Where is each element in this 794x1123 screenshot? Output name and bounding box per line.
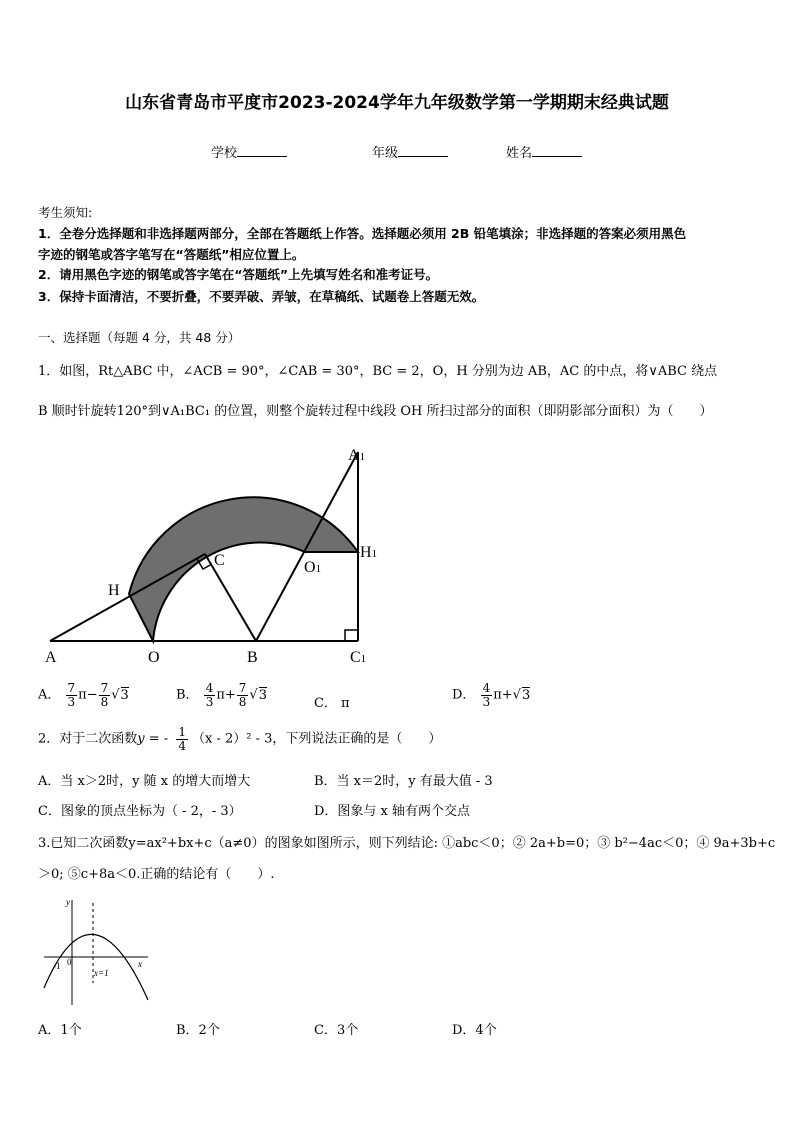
name-label: 姓名 bbox=[506, 146, 533, 161]
q3-stem-line1: 3.已知二次函数y=ax²+bx+c（a≠0）的图象如图所示，则下列结论: ①abc＜0；② 2a+b=0；③ b²−4ac＜0；④ 9a+3b+c bbox=[38, 836, 776, 851]
q1-option-c[interactable]: C． π bbox=[314, 696, 350, 711]
label-H: H bbox=[108, 582, 120, 599]
page-title: 山东省青岛市平度市2023-2024学年九年级数学第一学期期末经典试题 bbox=[125, 93, 669, 113]
q3-parabola-graph bbox=[40, 895, 160, 1010]
graph-y-label: y bbox=[66, 897, 70, 907]
label-H1: H1 bbox=[360, 544, 378, 561]
graph-x-label: x bbox=[138, 959, 142, 969]
q2-stem: 2．对于二次函数y = - $\frac{1}{4}$ （x - 2）² - 3，下列说法正确的是（ ） bbox=[38, 725, 442, 753]
q1-stem-line2: B 顺时针旋转120°到∨A₁BC₁ 的位置，则整个旋转过程中线段 OH 所扫过部分的面积（即阴影部分面积）为（ ） bbox=[38, 404, 713, 419]
q3-option-d[interactable]: D．4个 bbox=[452, 1023, 497, 1038]
q1-option-d[interactable]: D． $\frac{4}{3}$ π+√3 bbox=[452, 681, 531, 709]
school-field[interactable] bbox=[211, 142, 287, 161]
q1-figure bbox=[40, 440, 390, 670]
notice-item: 3．保持卡面清洁，不要折叠，不要弄破、弄皱，在草稿纸、试题卷上答题无效。 bbox=[38, 289, 485, 304]
school-label: 学校 bbox=[211, 146, 238, 161]
q2-option-a[interactable]: A．当 x＞2时，y 随 x 的增大而增大 bbox=[38, 774, 251, 789]
notice-heading: 考生须知: bbox=[38, 205, 93, 220]
q2-option-c[interactable]: C．图象的顶点坐标为（ - 2，- 3） bbox=[38, 804, 242, 819]
q2-option-d[interactable]: D．图象与 x 轴有两个交点 bbox=[314, 804, 471, 819]
q3-option-b[interactable]: B．2个 bbox=[176, 1023, 220, 1038]
label-A1: A1 bbox=[348, 447, 366, 464]
q3-option-a[interactable]: A．1个 bbox=[38, 1023, 82, 1038]
q1-option-b[interactable]: B． $\frac{4}{3}$ π+ $\frac{7}{8}$ √3 bbox=[176, 681, 267, 709]
label-O1: O1 bbox=[304, 559, 322, 576]
graph-axis-label: x=1 bbox=[94, 968, 109, 978]
q2-option-b[interactable]: B．当 x＝2时，y 有最大值 - 3 bbox=[314, 774, 493, 789]
label-B: B bbox=[247, 649, 258, 666]
section-heading: 一、选择题（每题 4 分，共 48 分） bbox=[38, 330, 241, 345]
q3-stem-line2: ＞0; ⑤c+8a＜0.正确的结论有（ ）. bbox=[38, 867, 275, 882]
label-O: O bbox=[148, 649, 160, 666]
notice-item: 1．全卷分选择题和非选择题两部分，全部在答题纸上作答。选择题必须用 2B 铅笔填涂；非选择题的答案必须用黑色 bbox=[38, 226, 687, 241]
grade-field[interactable] bbox=[372, 142, 448, 161]
label-C: C bbox=[214, 552, 225, 569]
grade-label: 年级 bbox=[372, 146, 399, 161]
graph-origin-label: 0 bbox=[67, 957, 72, 967]
graph-neg1-label: -1 bbox=[53, 961, 61, 971]
label-A: A bbox=[45, 649, 57, 666]
q1-stem-line1: 1．如图，Rt△ABC 中，∠ACB = 90°，∠CAB = 30°，BC = 2，O，H 分别为边 AB，AC 的中点，将∨ABC 绕点 bbox=[38, 364, 718, 379]
label-C1: C1 bbox=[350, 649, 367, 666]
name-field[interactable] bbox=[506, 142, 582, 161]
q1-option-a[interactable]: A． $\frac{7}{3}$ π− $\frac{7}{8}$ √3 bbox=[38, 681, 129, 709]
q3-option-c[interactable]: C．3个 bbox=[314, 1023, 359, 1038]
notice-item: 2．请用黑色字迹的钢笔或答字笔在“答题纸”上先填写姓名和准考证号。 bbox=[38, 267, 439, 282]
notice-item: 字迹的钢笔或答字笔写在“答题纸”相应位置上。 bbox=[38, 247, 305, 262]
